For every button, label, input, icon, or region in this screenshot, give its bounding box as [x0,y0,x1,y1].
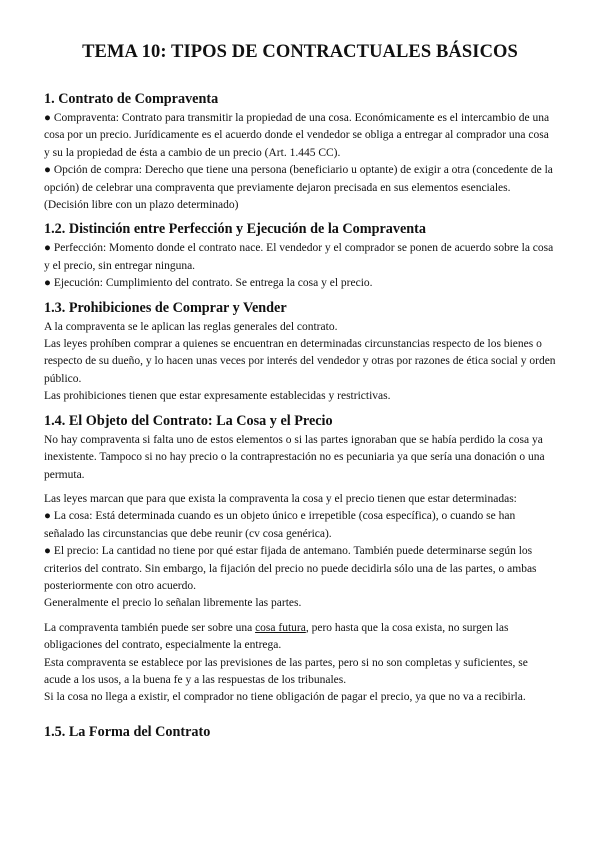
paragraph: Las leyes marcan que para que exista la compraventa la cosa y el precio tienen que estar determinadas: [44,492,517,505]
section-perfeccion-ejecucion [44,220,556,292]
section-prohibiciones [44,299,556,406]
section-heading: 1.5. La Forma del Contrato [44,723,211,740]
section-heading: 1.4. El Objeto del Contrato: La Cosa y el Precio [44,412,333,429]
section-heading: 1.2. Distinción entre Perfección y Ejecución de la Compraventa [44,221,426,238]
underlined-term: cosa futura [255,621,306,634]
section-forma-contrato [44,723,556,742]
section-compraventa [44,90,556,214]
paragraph: Si la cosa no llega a existir, el comprador no tiene obligación de pagar el precio, ya que no va a recibirla. [44,691,526,704]
paragraph: ● La cosa: Está determinada cuando es un objeto único e irrepetible (cosa específica), o cuando se han señalado las circunstancias que debe reunir (cv cosa genérica). [44,510,516,540]
paragraph: ● Ejecución: Cumplimiento del contrato. Se entrega la cosa y el precio. [44,277,373,290]
section-heading: 1.3. Prohibiciones de Comprar y Vender [44,299,287,316]
paragraph: ● El precio: La cantidad no tiene por qué estar fijada de antemano. También puede determinarse según los criterios del contrato. Sin embargo, la fijación del precio no puede decidirla sólo una de las partes, o ambas posteriormente con otro acuerdo. [44,545,537,592]
section-heading: 1. Contrato de Compraventa [44,91,219,107]
paragraph-cosa-futura [44,620,556,655]
paragraph: ● Opción de compra: Derecho que tiene una persona (beneficiario u optante) de exigir a otra (concedente de la opción) de celebrar una compraventa que previamente dejaron precisada en sus elementos esenciales. (Decisión libre con un plazo determinado) [44,164,553,212]
paragraph: A la compraventa se le aplican las reglas generales del contrato. [44,320,338,333]
paragraph: ● Perfección: Momento donde el contrato nace. El vendedor y el comprador se ponen de acuerdo sobre la cosa y el precio, sin entregar ninguna. [44,242,554,272]
paragraph-text: La compraventa también puede ser sobre una [44,621,253,634]
paragraph: No hay compraventa si falta uno de estos elementos o si las partes ignoraban que se había perdido la cosa ya inexistente. Tampoco si no hay precio o la contraprestación no es pecuniaria ya que sería una donación o una permuta. [44,433,545,481]
paragraph: Las prohibiciones tienen que estar expresamente establecidas y restrictivas. [44,390,391,403]
paragraph: ● Compraventa: Contrato para transmitir la propiedad de una cosa. Económicamente es el intercambio de una cosa por un precio. Jurídicamente es el acuerdo donde el vendedor se obliga a entregar al comprador una cosa y su la propiedad de ésta a cambio de un precio (Art. 1.445 CC). [44,112,550,159]
paragraph-text: , pero hasta que la cosa exista, no surgen las obligaciones del contrato, especialmente la entrega. [44,621,509,652]
paragraph: Esta compraventa se establece por las previsiones de las partes, pero si no son completas y suficientes, se acude a los usos, a la buena fe y a las respuestas de los tribunales. [44,656,528,686]
paragraph: Generalmente el precio lo señalan libremente las partes. [44,597,302,610]
paragraph: Las leyes prohíben comprar a quienes se encuentran en determinadas circunstancias respecto de los bienes o respecto de su dueño, y lo hacen unas veces por interés del vendedor y otras por razones de ética social y orden público. [44,338,556,385]
document-title: TEMA 10: TIPOS DE CONTRACTUALES BÁSICOS [82,42,518,62]
section-objeto-contrato [44,412,556,707]
